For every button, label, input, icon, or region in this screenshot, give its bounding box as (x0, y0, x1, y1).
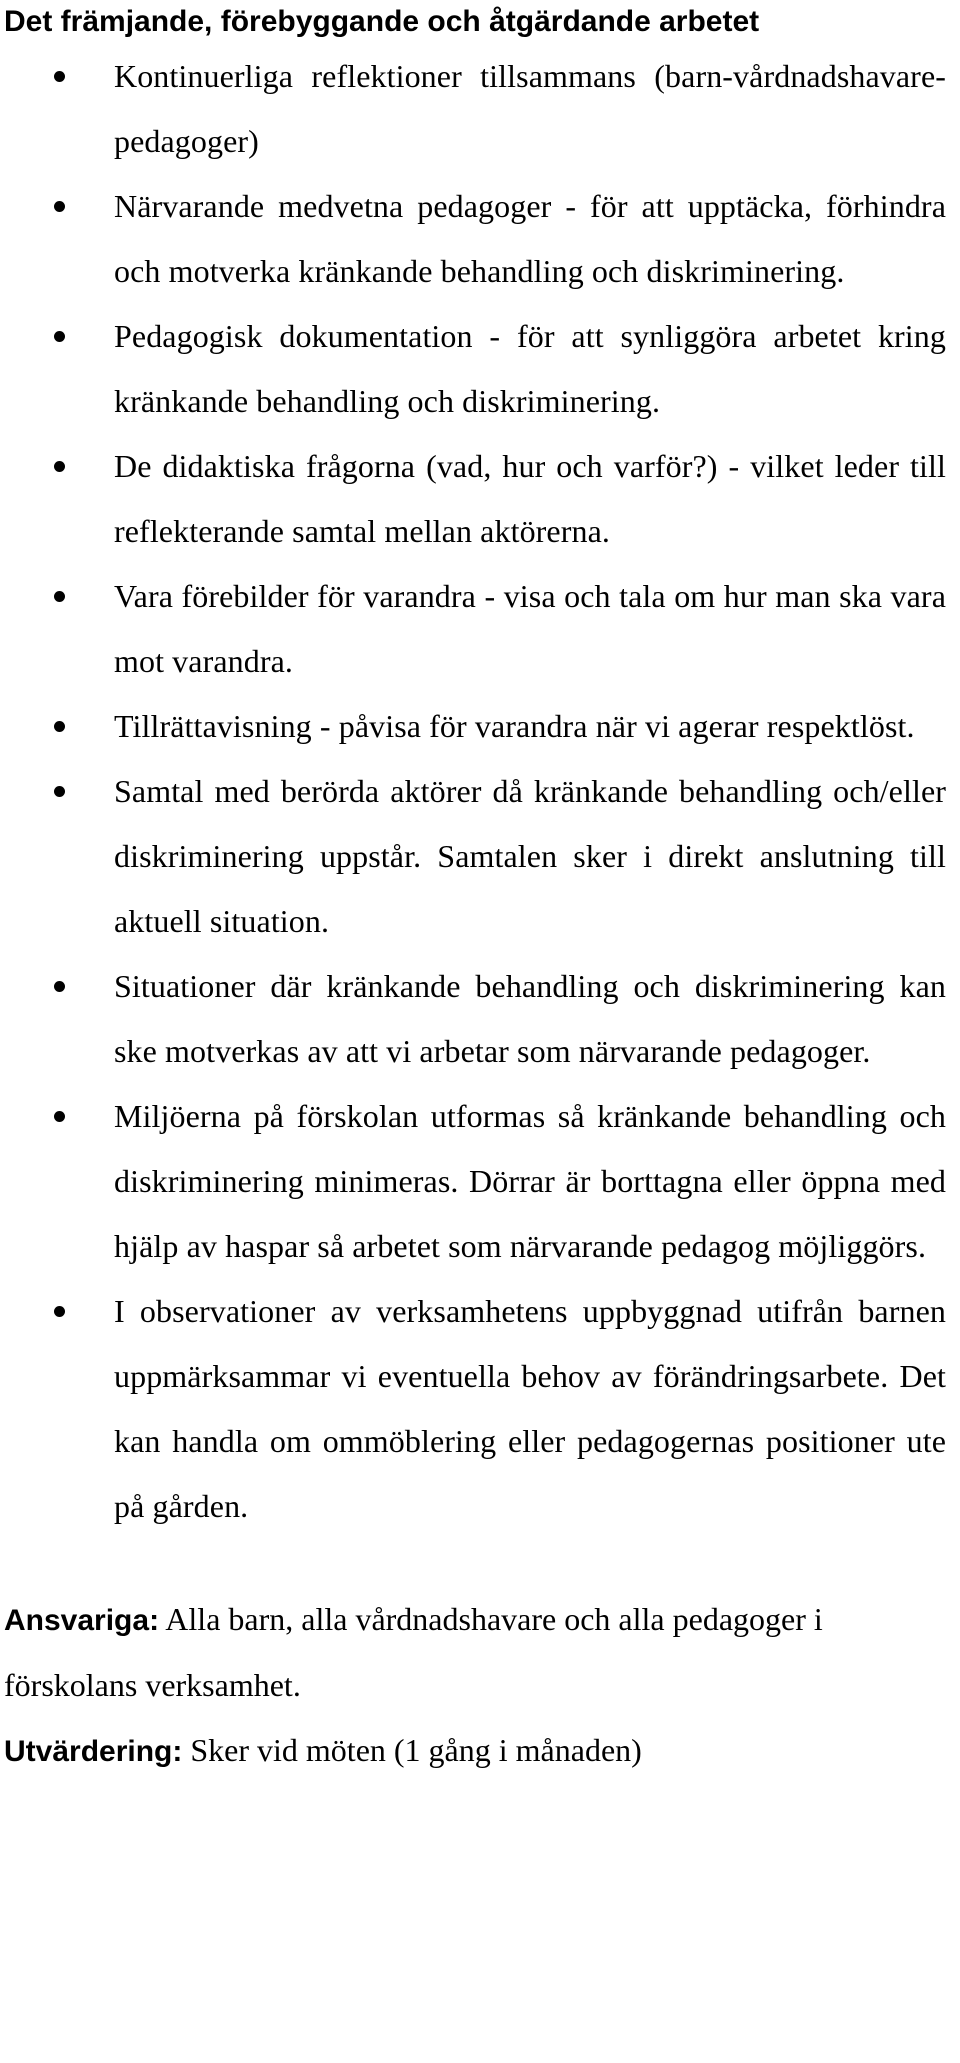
list-item-text: Pedagogisk dokumentation - för att synliggöra arbetet kring kränkande behandling och diskriminering. (114, 318, 946, 419)
list-item-text: Tillrättavisning - påvisa för varandra när vi agerar respektlöst. (114, 708, 915, 744)
evaluation-label: Utvärdering: (4, 1735, 183, 1768)
responsible-label: Ansvariga: (4, 1604, 160, 1637)
footer-info (2, 1587, 954, 1784)
list-item-text: Närvarande medvetna pedagoger - för att upptäcka, förhindra och motverka kränkande behandling och diskriminering. (114, 188, 946, 289)
list-item-text: Samtal med berörda aktörer då kränkande behandling och/eller diskriminering uppstår. Samtalen sker i direkt anslutning till aktuell situation. (114, 773, 946, 939)
list-item-text: Kontinuerliga reflektioner tillsammans (barn-vårdnadshavare-pedagoger) (114, 58, 946, 159)
bullet-icon (54, 304, 66, 369)
list-item (2, 1084, 954, 1279)
responsible-value: Alla barn, alla vårdnadshavare och alla pedagoger i förskolans verksamhet. (4, 1601, 823, 1703)
bullet-icon (54, 954, 66, 1019)
bullet-icon (54, 44, 66, 109)
bullet-icon (54, 174, 66, 239)
list-item (2, 1279, 954, 1539)
bullet-icon (54, 1279, 66, 1344)
list-item (2, 954, 954, 1084)
list-item-text: Miljöerna på förskolan utformas så kränkande behandling och diskriminering minimeras. Dörrar är borttagna eller öppna med hjälp av haspar så arbetet som närvarande pedagog möjliggörs. (114, 1098, 946, 1264)
evaluation-value: Sker vid möten (1 gång i månaden) (182, 1732, 642, 1768)
bullet-icon (54, 694, 66, 759)
list-item (2, 44, 954, 174)
section-heading: Det främjande, förebyggande och åtgärdande arbetet (4, 5, 760, 38)
bullet-list (2, 44, 954, 1539)
list-item-text: I observationer av verksamhetens uppbyggnad utifrån barnen uppmärksammar vi eventuella behov av förändringsarbete. Det kan handla om ommöblering eller pedagogernas positioner ute på gården. (114, 1293, 946, 1524)
bullet-icon (54, 434, 66, 499)
bullet-icon (54, 759, 66, 824)
list-item (2, 304, 954, 434)
list-item (2, 434, 954, 564)
list-item (2, 694, 954, 759)
list-item-text: Vara förebilder för varandra - visa och tala om hur man ska vara mot varandra. (114, 578, 946, 679)
list-item-text: Situationer där kränkande behandling och diskriminering kan ske motverkas av att vi arbetar som närvarande pedagoger. (114, 968, 946, 1069)
list-item-text: De didaktiska frågorna (vad, hur och varför?) - vilket leder till reflekterande samtal mellan aktörerna. (114, 448, 946, 549)
responsible-line (4, 1587, 946, 1718)
list-item (2, 564, 954, 694)
evaluation-line (4, 1718, 946, 1784)
list-item (2, 759, 954, 954)
bullet-icon (54, 1084, 66, 1149)
bullet-icon (54, 564, 66, 629)
list-item (2, 174, 954, 304)
